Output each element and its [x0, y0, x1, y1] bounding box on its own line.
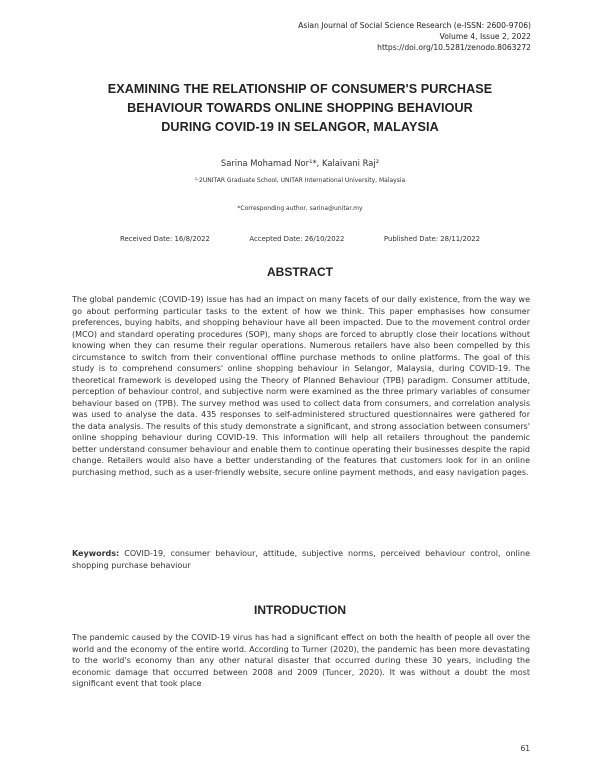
journal-doi[interactable]: https://doi.org/10.5281/zenodo.8063272 [377, 43, 531, 52]
accepted-date: Accepted Date: 26/10/2022 [249, 235, 345, 243]
published-date: Published Date: 28/11/2022 [383, 235, 480, 243]
publication-dates [120, 235, 480, 243]
abstract-heading: ABSTRACT [267, 265, 333, 279]
title-line: DURING COVID-19 IN SELANGOR, MALAYSIA [161, 120, 439, 134]
abstract-text: The global pandemic (COVID-19) issue has had an impact on many facets of our daily existence, from the way we go about performing particular tasks to the extent of how we think. This paper emphasises how consumer preferences, buying habits, and shopping behaviour have all been impacted. Due to the movement control order (MCO) and standard operating procedures (SOP), many shops are forced to abruptly close their locations without knowing when they can resume their regular operations. Numerous retailers have also been compelled by this circumstance to switch from their conventional offline purchase methods to online platforms. The goal of this study is to comprehend consumers' online shopping behaviour in Selangor, Malaysia, during COVID-19. The theoretical framework is developed using the Theory of Planned Behaviour (TPB) paradigm. Consumer attitude, perception of behaviour control, and subjective norm were examined as the three primary variables of consumer behaviour based on (TPB). The survey method was used to collect data from consumers, and correlation analysis was used to analyse the data. 435 responses to self-administered structured questionnaires were gathered for the data analysis. The results of this study demonstrate a significant, and strong association between consumers' online shopping behaviour during COVID-19. This information will help all retailers throughout the pandemic better understand consumer behaviour and enable them to continue operating their businesses despite the rapid change. Retailers would also have a better understanding of the features that customers look for in an online purchasing method, such as a user-friendly website, secure online payment methods, and easy navigation pages. [72, 295, 530, 477]
journal-volume: Volume 4, Issue 2, 2022 [439, 32, 531, 41]
keywords-label: Keywords: [72, 549, 120, 558]
introduction-text: The pandemic caused by the COVID-19 virus has had a significant effect on both the health of people all over the world and the economy of the entire world. According to Turner (2020), the pandemic has been more devastating to the world's economy than any other natural disaster that occurred during these 30 years, including the economic damage that occurred between 2008 and 2009 (Tuncer, 2020). It was without a doubt the most significant event that took place [72, 633, 530, 688]
title-line: EXAMINING THE RELATIONSHIP OF CONSUMER'S PURCHASE [107, 82, 493, 96]
keywords [72, 548, 530, 571]
journal-header [298, 20, 531, 53]
title-line: BEHAVIOUR TOWARDS ONLINE SHOPPING BEHAVIOUR [127, 101, 473, 115]
author-list: Sarina Mohamad Nor¹*, Kalaivani Raj² [220, 158, 380, 168]
received-date: Received Date: 16/8/2022 [120, 235, 210, 243]
journal-name: Asian Journal of Social Science Research (e-ISSN: 2600-9706) [298, 21, 531, 30]
corresponding-author: *Corresponding author, sarina@unitar.my [237, 205, 363, 212]
paper-title [40, 80, 560, 137]
keywords-text: COVID-19, consumer behaviour, attitude, subjective norms, perceived behaviour control, online shopping purchase behaviour [72, 549, 530, 570]
page-number: 61 [520, 744, 530, 753]
introduction-heading: INTRODUCTION [254, 603, 346, 617]
author-affiliation: ¹˒2UNITAR Graduate School, UNITAR International University, Malaysia [194, 177, 406, 184]
